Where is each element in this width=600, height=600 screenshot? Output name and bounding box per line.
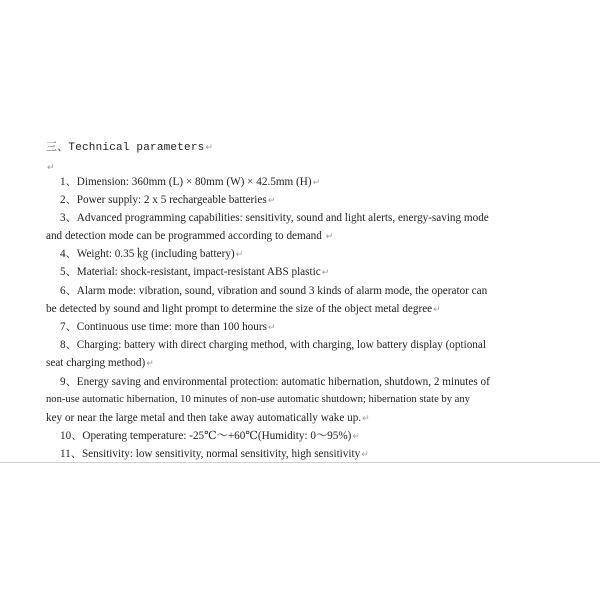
spec-text: seat charging method) <box>46 357 146 369</box>
spec-text: and detection mode can be programmed according to demand <box>46 230 322 242</box>
page-divider <box>0 462 600 463</box>
spec-item-alarm-mode <box>60 284 487 298</box>
paragraph-mark-icon: ↵ <box>146 359 154 369</box>
paragraph-mark-icon: ↵ <box>267 323 276 333</box>
paragraph-mark-icon: ↵ <box>47 163 55 173</box>
paragraph-mark-icon: ↵ <box>433 305 441 315</box>
spec-item-programming <box>60 211 489 225</box>
spec-text: 5、Material: shock-resistant, impact-resistant ABS plastic <box>60 266 321 278</box>
spec-item-energy-saving-cont <box>46 393 470 407</box>
spec-text: 10、Operating temperature: -25℃～+60℃(Humidity: 0～95%) <box>60 430 352 442</box>
spec-text: 6、Alarm mode: vibration, sound, vibration and sound 3 kinds of alarm mode, the operator can <box>60 285 488 297</box>
paragraph-mark-icon: ↵ <box>352 432 360 442</box>
spec-item-programming-cont <box>46 229 333 244</box>
section-heading <box>46 138 213 154</box>
spec-text: non-use automatic hibernation, 10 minutes of non-use automatic shutdown; hibernation state by any <box>46 394 470 405</box>
spec-item-energy-saving <box>60 375 490 389</box>
spec-text: 11、Sensitivity: low sensitivity, normal sensitivity, high sensitivity <box>60 448 361 460</box>
spec-text: be detected by sound and light prompt to determine the size of the object metal degree <box>46 303 433 315</box>
spec-item-power-supply <box>60 193 275 208</box>
spec-text: key or near the large metal and then take away automatically wake up. <box>46 412 362 424</box>
spec-item-alarm-mode-cont <box>46 302 441 317</box>
spec-text: 7、Continuous use time: more than 100 hours <box>60 321 267 333</box>
paragraph-mark-icon: ↵ <box>312 178 321 188</box>
spec-item-material <box>60 265 329 280</box>
spec-item-weight <box>60 247 243 262</box>
spec-text: 4、Weight: 0.35 ㎏ (including battery) <box>60 248 235 260</box>
spec-item-sensitivity <box>60 447 369 462</box>
paragraph-mark-icon: ↵ <box>235 250 244 260</box>
paragraph-mark-icon: ↵ <box>267 196 276 206</box>
paragraph-mark-icon: ↵ <box>205 143 214 153</box>
paragraph-mark-icon: ↵ <box>321 268 330 278</box>
spec-item-use-time <box>60 320 276 335</box>
spec-item-charging-cont <box>46 356 154 371</box>
paragraph-mark-icon: ↵ <box>362 414 370 424</box>
spec-item-dimension <box>60 175 320 190</box>
spec-text: 3、Advanced programming capabilities: sensitivity, sound and light alerts, energy-saving mode <box>60 212 489 224</box>
section-heading-text: 三、Technical parameters <box>46 142 205 154</box>
paragraph-mark-icon: ↵ <box>361 450 369 460</box>
spec-item-operating-temperature <box>60 429 360 444</box>
spec-item-charging <box>60 338 486 352</box>
spec-text: 9、Energy saving and environmental protection: automatic hibernation, shutdown, 2 minutes of <box>60 376 490 388</box>
spec-text: 1、Dimension: 360mm (L) × 80mm (W) × 42.5mm (H) <box>60 176 312 188</box>
spec-item-energy-saving-cont2 <box>46 411 370 426</box>
blank-paragraph <box>46 157 55 175</box>
paragraph-mark-icon: ↵ <box>325 232 334 242</box>
spec-text: 2、Power supply: 2 x 5 rechargeable batteries <box>60 194 267 206</box>
spec-text: 8、Charging: battery with direct charging method, with charging, low battery display (optional <box>60 339 486 351</box>
